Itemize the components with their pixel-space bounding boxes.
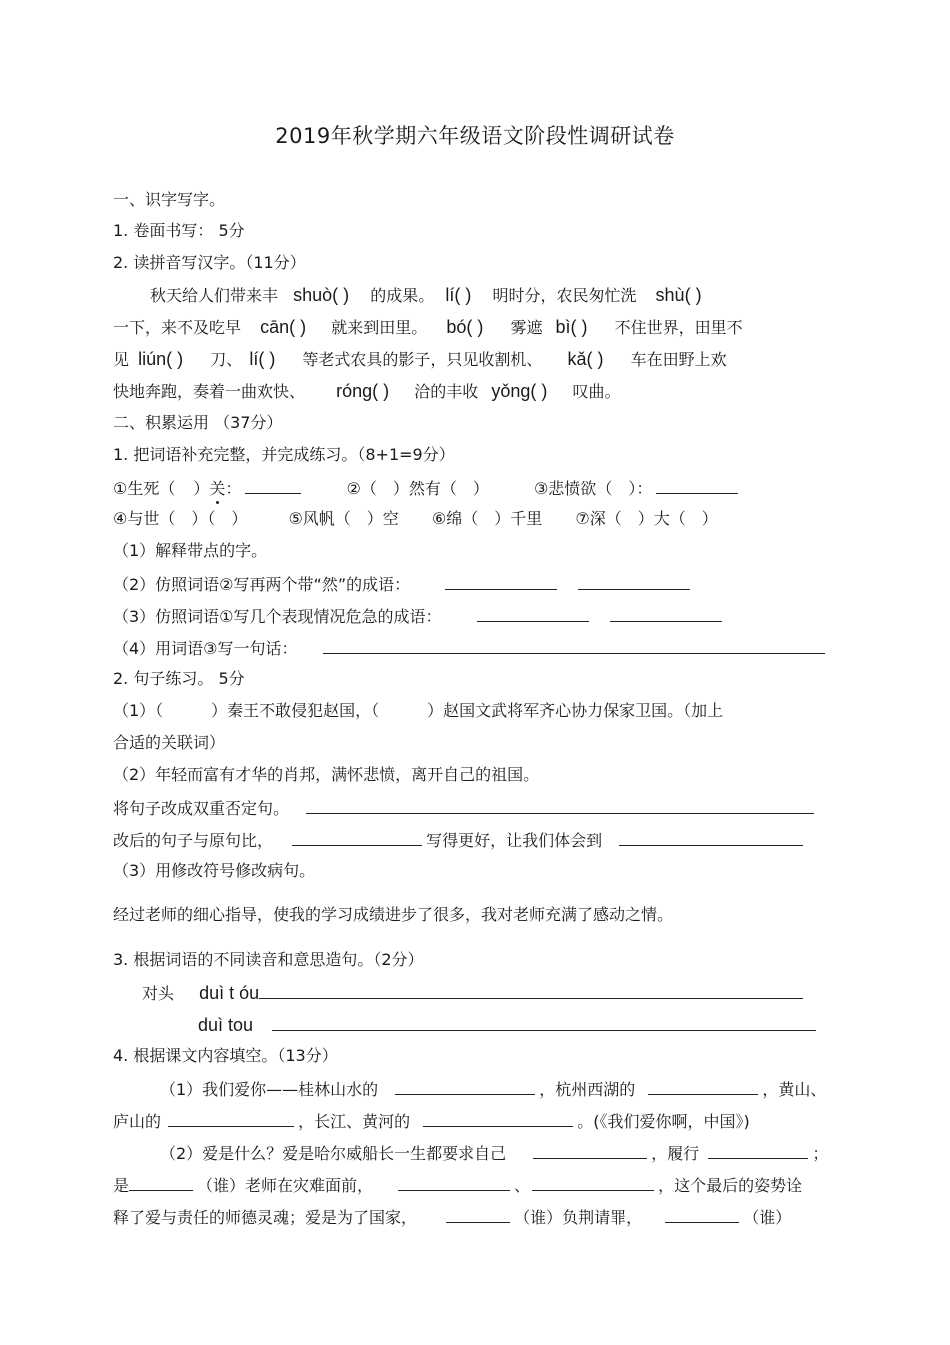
word-sentence-1: 对头 duì t óu	[142, 982, 807, 1004]
sub-question-4: （4）用词语③写一句话：	[113, 637, 829, 659]
sentence-q2: （2）年轻而富有才华的肖邦，满怀悲愤，离开自己的祖国。	[113, 765, 540, 784]
answer-line[interactable]	[306, 797, 814, 814]
fill-line-1: （1）我们爱你——桂林山水的 ，杭州西湖的 ，黄山、	[160, 1080, 827, 1099]
pinyin-blank[interactable]: yǒng( )	[491, 381, 548, 401]
sentence-q1-cont: 合适的关联词）	[113, 733, 226, 752]
fill-line-5: 释了爱与责任的师德灵魂；爱是为了国家， （谁）负荆请罪， （谁）	[113, 1208, 792, 1227]
pinyin-line-3: 见 liún( ) 刀、 lí( ) 等老式农具的影子，只见收割机、 kǎ( ) 车在田野上欢	[113, 349, 727, 369]
answer-line[interactable]	[445, 573, 557, 590]
section-2-heading: 二、积累运用 （37分）	[113, 413, 283, 432]
pinyin-blank[interactable]: róng( )	[336, 381, 390, 401]
pinyin-line-2: 一下，来不及吃早 cān( ) 就来到田里。 bó( ) 雾遮 bì( ) 不住世界，田里不	[113, 317, 743, 337]
pinyin-blank[interactable]: cān( )	[260, 317, 307, 337]
pinyin-blank[interactable]: lí( )	[249, 349, 276, 369]
sentence-q3: （3）用修改符号修改病句。	[113, 861, 316, 880]
sub-question-3: （3）仿照词语①写几个表现情况危急的成语：	[113, 605, 726, 627]
answer-line[interactable]	[398, 1174, 510, 1191]
answer-line[interactable]	[259, 982, 803, 999]
fill-line-4: 是 （谁）老师在灾难面前， 、 ，这个最后的姿势诠	[113, 1176, 803, 1195]
fill-line-2: 庐山的 ，长江、黄河的 。(《我们爱你啊，中国》)	[113, 1112, 750, 1131]
question-1-2: 2. 读拼音写汉字。（11分）	[113, 253, 306, 272]
question-2-4: 4. 根据课文内容填空。（13分）	[113, 1046, 338, 1065]
answer-line[interactable]	[272, 1014, 816, 1031]
answer-line[interactable]	[708, 1142, 808, 1159]
sub-question-2: （2）仿照词语②写再两个带“然”的成语：	[113, 573, 694, 595]
answer-line[interactable]	[665, 1206, 739, 1223]
answer-line[interactable]	[292, 829, 422, 846]
pinyin-blank[interactable]: liún( )	[138, 349, 184, 369]
answer-line[interactable]	[532, 1174, 654, 1191]
pinyin-blank[interactable]: lí( )	[445, 285, 472, 305]
word-sentence-2: duì tou	[198, 1014, 820, 1036]
sentence-q1: （1）（ ）秦王不敢侵犯赵国，（ ）赵国文武将军齐心协力保家卫国。（加上	[113, 701, 724, 720]
answer-line[interactable]	[129, 1174, 193, 1191]
pinyin-blank[interactable]: bó( )	[446, 317, 484, 337]
answer-line[interactable]	[446, 1206, 510, 1223]
question-2-3: 3. 根据词语的不同读音和意思造句。（2分）	[113, 950, 424, 969]
answer-line[interactable]	[619, 829, 803, 846]
sentence-q2-compare: 改后的句子与原句比， 写得更好，让我们体会到	[113, 829, 807, 851]
question-1-1: 1. 卷面书写： 5分	[113, 221, 245, 240]
answer-line[interactable]	[533, 1142, 647, 1159]
page-title: 2019年秋学期六年级语文阶段性调研试卷	[275, 124, 675, 148]
pinyin-line-4: 快地奔跑，奏着一曲欢快、 róng( ) 洽的丰收 yǒng( ) 叹曲。	[113, 381, 621, 401]
answer-line[interactable]	[656, 477, 738, 494]
pinyin-blank[interactable]: shù( )	[655, 285, 702, 305]
idiom-row-2: ④与世（ ）（ ） ⑤风帆（ ）空 ⑥绵（ ）千里 ⑦深（ ）大（ ）	[113, 509, 718, 528]
answer-line[interactable]	[168, 1110, 294, 1127]
answer-line[interactable]	[423, 1110, 573, 1127]
question-2-2: 2. 句子练习。 5分	[113, 669, 245, 688]
answer-line[interactable]	[245, 477, 301, 494]
sentence-q2-task: 将句子改成双重否定句。	[113, 797, 818, 819]
answer-line[interactable]	[395, 1078, 535, 1095]
pinyin-blank[interactable]: bì( )	[555, 317, 588, 337]
sub-question-1: （1）解释带点的字。	[113, 541, 268, 560]
pinyin-blank[interactable]: shuò( )	[293, 285, 350, 305]
fill-line-3: （2）爱是什么？爱是哈尔威船长一生都要求自己 ，履行 ；	[160, 1144, 829, 1163]
section-1-heading: 一、识字写字。	[113, 190, 226, 209]
question-2-1: 1. 把词语补充完整，并完成练习。（8+1=9分）	[113, 445, 455, 464]
pinyin-blank[interactable]: kǎ( )	[567, 349, 604, 369]
answer-line[interactable]	[477, 605, 589, 622]
pinyin-line-1: 秋天给人们带来丰 shuò( ) 的成果。 lí( ) 明时分，农民匆忙洗 shù( )	[150, 285, 702, 305]
sentence-q3-body: 经过老师的细心指导，使我的学习成绩进步了很多，我对老师充满了感动之情。	[113, 905, 674, 924]
answer-line[interactable]	[578, 573, 690, 590]
answer-line[interactable]	[323, 637, 825, 654]
idiom-row-1: ①生死（ ）关： ②（ ）然有（ ） ③悲愤欲（ ）：	[113, 477, 742, 499]
answer-line[interactable]	[610, 605, 722, 622]
answer-line[interactable]	[648, 1078, 758, 1095]
